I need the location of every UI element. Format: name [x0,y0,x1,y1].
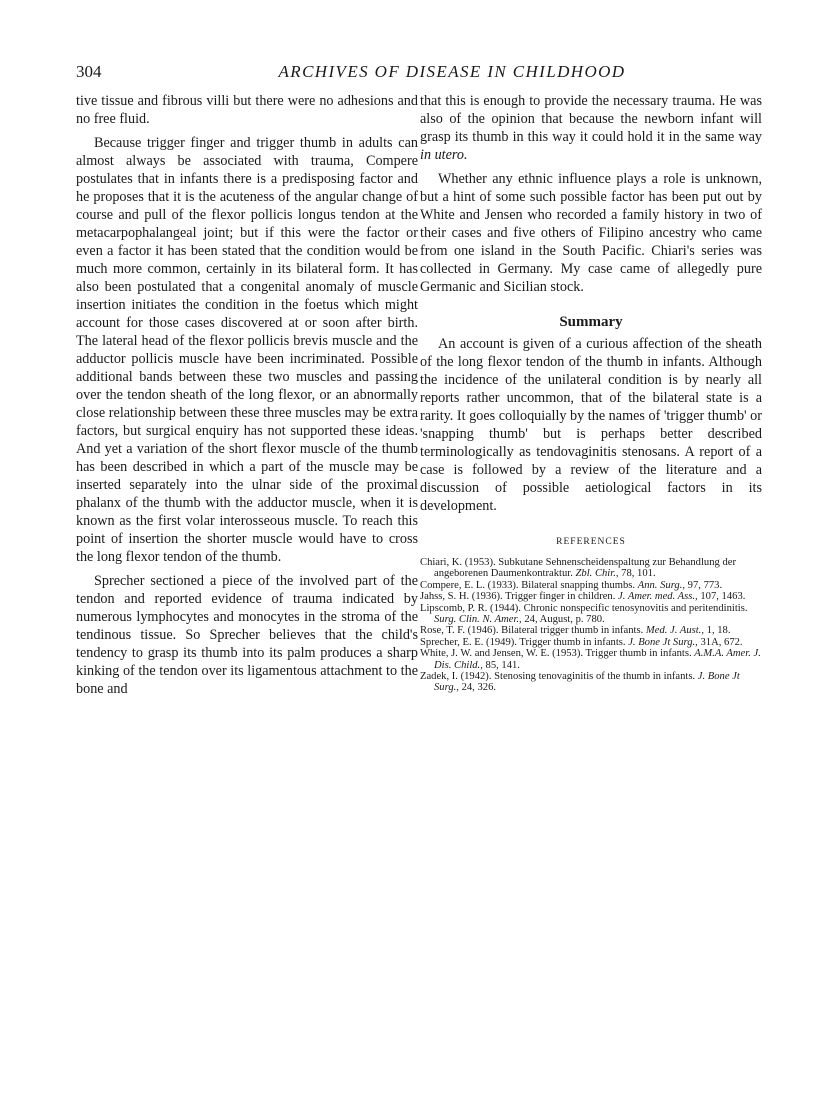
reference-text: Rose, T. F. (1946). Bilateral trigger thumb in infants. [420,625,644,637]
reference-text: Zadek, I. (1942). Stenosing tenovaginitis of the thumb in infants. [420,671,696,683]
reference-item [420,580,762,591]
summary-heading: Summary [559,314,623,330]
reference-volume: 1, 18. [706,625,731,637]
reference-text: Sprecher, E. E. (1949). Trigger thumb in infants. [420,636,626,648]
reference-item [420,557,762,580]
paragraph-trauma [420,92,762,164]
left-column [76,92,418,698]
reference-volume: 78, 101. [621,568,656,580]
reference-text: Jahss, S. H. (1936). Trigger finger in children. [420,591,616,603]
paragraph-ethnic: Whether any ethnic influence plays a role is unknown, but a hint of some such possible factor has been put out by White and Jensen who recorded a family history in two of their cases and five others of Filipino ancestry who came from one island in the South Pacific. Chiari's series was collected in Germany. My case came of allegedly pure Germanic and Sicilian stock. [420,171,762,295]
reference-source: Surg. Clin. N. Amer., [434,614,522,626]
reference-volume: 24, August, p. 780. [524,614,605,626]
reference-text: Lipscomb, P. R. (1944). Chronic nonspecific tenosynovitis and peritendinitis. [420,602,748,614]
reference-source: Zbl. Chir., [575,568,619,580]
summary-paragraph: An account is given of a curious affection of the sheath of the long flexor tendon of the thumb in infants. Although the incidence of the unilateral condition is by nearly all reports rather uncommon, that of the bilateral state is a rarity. It goes colloquially by the names of 'trigger thumb' or 'snapping thumb' but is perhaps better described terminologically as tendovaginitis stenosans. A report of a case is followed by a review of the literature and a discussion of possible aetiological factors in its development. [420,336,762,514]
reference-source: A.M.A. Amer. J. Dis. Child., [434,648,761,671]
reference-volume: 85, 141. [485,659,520,671]
reference-item [420,591,762,602]
reference-text: White, J. W. and Jensen, W. E. (1953). Trigger thumb in infants. [420,648,692,660]
reference-volume: 24, 326. [461,682,497,694]
reference-source: J. Bone Jt Surg., [628,636,698,648]
journal-title: ARCHIVES OF DISEASE IN CHILDHOOD [278,62,626,81]
reference-source: Med. J. Aust., [645,625,704,637]
reference-source: J. Bone Jt Surg., [434,671,740,694]
paragraph-trauma-text: that this is enough to provide the necessary trauma. He was also of the opinion that because the newborn infant will grasp its thumb in this way it could hold it in the same way [420,93,762,145]
references-list [420,557,762,694]
reference-source: J. Amer. med. Ass., [618,591,698,603]
reference-volume: 31A, 672. [700,636,743,648]
paragraph-continuation: tive tissue and fibrous villi but there were no adhesions and no free fluid. [76,93,418,127]
page-number: 304 [76,62,102,81]
reference-source: Ann. Surg., [637,579,686,591]
reference-volume: 107, 1463. [700,591,746,603]
in-utero-text: in utero. [420,147,468,163]
reference-item [420,671,762,694]
right-column [420,92,762,694]
running-head [62,62,762,86]
reference-text: Chiari, K. (1953). Subkutane Sehnenscheidenspaltung zur Behandlung der angeborenen Daumenkontraktur. [420,557,736,580]
references-heading: REFERENCES [556,537,626,547]
reference-volume: 97, 773. [687,579,723,591]
reference-item [420,603,762,626]
paragraph-aetiology: Because trigger finger and trigger thumb in adults can almost always be associated with trauma, Compere postulates that in infants there is a predisposing factor and he proposes that it is the acuteness of the angular change of course and pull of the flexor pollicis longus tendon at the metacarpophalangeal joint; but if this were the factor or even a factor it has been stated that the condition would be much more common, certainly in its bilateral form. It has also been postulated that a congenital anomaly of muscle insertion initiates the condition in the foetus which might account for those cases discovered at or soon after birth. The lateral head of the flexor pollicis brevis muscle and the adductor pollicis muscle have been incriminated. Possible additional bands between these two muscles and passing over the tendon sheath of the long flexor, or an abnormally close relationship between these three muscles may be extra factors, but surgical enquiry has not supported these ideas. And yet a variation of the short flexor muscle of the thumb has been described in which a part of the muscle may be inserted separately into the ulnar side of the proximal phalanx of the thumb with the adductor muscle, when it is known as the first volar interosseous muscle. To reach this point of insertion the shorter muscle would have to cross the long flexor tendon of the thumb. [76,135,418,565]
paragraph-sprecher: Sprecher sectioned a piece of the involved part of the tendon and reported evidence of trauma indicated by numerous lymphocytes and monocytes in the stroma of the tendinous tissue. So Sprecher believes that the child's tendency to grasp its thumb into its palm produces a sharp kinking of the tendon over its ligamentous attachment to the bone and [76,573,418,697]
reference-item [420,648,762,671]
reference-item [420,625,762,636]
reference-text: Compere, E. L. (1933). Bilateral snapping thumbs. [420,579,636,591]
reference-item [420,637,762,648]
